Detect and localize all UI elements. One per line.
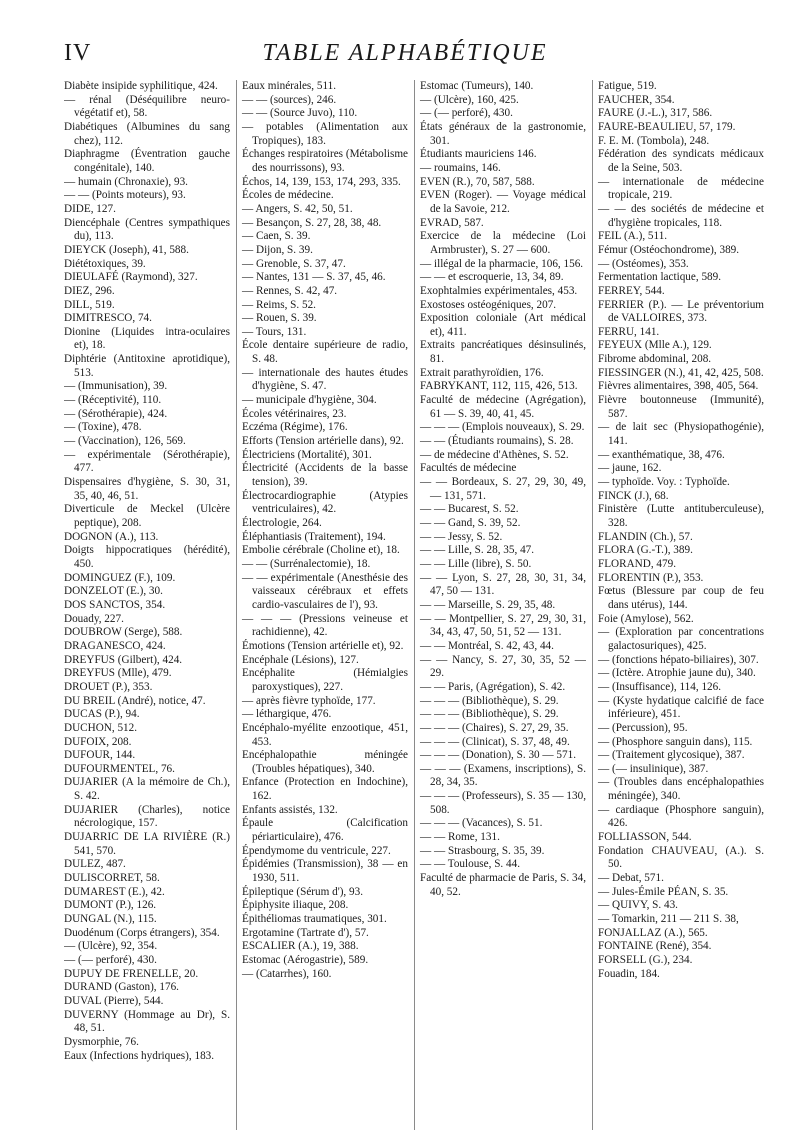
index-entry: FONTAINE (René), 354.: [598, 940, 712, 953]
index-entry: Extraits pancréatiques désinsulinés, 81.: [420, 339, 586, 366]
index-entry: DIMITRESCO, 74.: [64, 312, 152, 325]
index-entry: — Nantes, 131 — S. 37, 45, 46.: [242, 271, 386, 284]
index-entry: Fièvre boutonneuse (Immunité), 587.: [598, 394, 764, 420]
index-entry: — — Paris, (Agrégation), S. 42.: [420, 680, 566, 693]
index-entry: Faculté de médecine (Agrégation), 61 — S. 39, 40, 41, 45.: [420, 394, 586, 420]
index-entry: — expérimentale (Sérothérapie), 477.: [64, 448, 230, 475]
index-entry: DU BREIL (André), notice, 47.: [64, 694, 206, 707]
index-entry: — Reims, S. 52.: [242, 298, 316, 311]
index-entry: — — (Surrénalectomie), 18.: [242, 557, 371, 570]
index-entry: — (Toxine), 478.: [64, 421, 142, 434]
index-entry: — — — (Professeurs), S. 35 — 130, 508.: [420, 790, 586, 816]
index-entry: Dispensaires d'hygiène, S. 30, 31, 35, 40, 46, 51.: [64, 476, 230, 502]
index-entry: Eczéma (Régime), 176.: [242, 421, 348, 434]
index-entry: — — (Étudiants roumains), S. 28.: [420, 435, 574, 448]
index-entry: Eaux minérales, 511.: [242, 80, 337, 92]
index-entry: — — Gand, S. 39, 52.: [420, 517, 521, 529]
index-entry: — — Strasbourg, S. 35, 39.: [420, 844, 545, 857]
index-entry: — internationale de médecine tropicale, 219.: [598, 175, 764, 202]
index-entry: — — — (Bibliothèque), S. 29.: [420, 694, 559, 707]
index-entry: — (fonctions hépato-biliaires), 307.: [598, 653, 759, 666]
index-entry: Fémur (Ostéochondrome), 389.: [598, 243, 740, 256]
index-entry: — roumains, 146.: [420, 161, 501, 174]
index-entry: — (Vaccination), 126, 569.: [64, 435, 186, 448]
index-entry: Ergotamine (Tartrate d'), 57.: [242, 926, 369, 939]
index-entry: Douady, 227.: [64, 612, 124, 625]
index-entry: Diabète insipide syphilitique, 424.: [64, 80, 218, 92]
index-entry: États généraux de la gastronomie, 301.: [420, 120, 586, 147]
index-columns: [64, 80, 764, 1130]
index-entry: — — (Points moteurs), 93.: [64, 189, 186, 202]
index-entry: Encéphale (Lésions), 127.: [242, 653, 359, 666]
index-entry: — Rouen, S. 39.: [242, 312, 317, 325]
index-entry: ESCALIER (A.), 19, 388.: [242, 940, 359, 953]
index-entry: Épiphysite iliaque, 208.: [242, 899, 349, 912]
index-entry: — de lait sec (Physiopathogénie), 141.: [598, 421, 764, 448]
index-entry: DULISCORRET, 58.: [64, 872, 160, 885]
index-entry: Embolie cérébrale (Choline et), 18.: [242, 544, 400, 557]
index-entry: FERRU, 141.: [598, 325, 660, 338]
index-entry: — (Ulcère), 160, 425.: [420, 93, 519, 106]
index-entry: Fondation CHAUVEAU, (A.). S. 50.: [598, 844, 764, 871]
index-entry: — — Marseille, S. 29, 35, 48.: [420, 598, 556, 611]
index-entry: Diencéphale (Centres sympathiques du), 113.: [64, 216, 230, 243]
index-entry: Épileptique (Sérum d'), 93.: [242, 885, 364, 898]
index-entry: — Tomarkin, 211 — 211 S. 38,: [598, 913, 739, 926]
index-entry: — (Réceptivité), 110.: [64, 394, 162, 407]
index-entry: — — (Source Juvo), 110.: [242, 107, 358, 120]
index-entry: — (— insulinique), 387.: [598, 762, 709, 775]
index-entry: Épidémies (Transmission), 38 — en 1930, 511.: [242, 858, 408, 885]
index-entry: Enfants assistés, 132.: [242, 803, 338, 816]
index-entry: Enfance (Protection en Indochine), 162.: [242, 776, 408, 803]
index-entry: Électrologie, 264.: [242, 517, 322, 529]
index-entry: — — Lille (libre), S. 50.: [420, 557, 532, 570]
index-entry: DUVERNY (Hommage au Dr), S. 48, 51.: [64, 1008, 230, 1035]
index-entry: DUCAS (P.), 94.: [64, 708, 140, 721]
index-entry: Encéphalo-myélite enzootique, 451, 453.: [242, 721, 408, 748]
index-entry: — de médecine d'Athènes, S. 52.: [420, 448, 569, 461]
index-entry: — — — (Chaires), S. 27, 29, 35.: [420, 721, 569, 734]
index-entry: Exostoses ostéogéniques, 207.: [420, 298, 557, 311]
index-entry: DUFOIX, 208.: [64, 735, 132, 748]
index-entry: Électriciens (Mortalité), 301.: [242, 448, 372, 461]
index-entry: — — expérimentale (Anesthésie des vaisseaux cérébraux et effets cardio-vasculaires de l'), 93.: [242, 571, 408, 611]
index-entry: FERRIER (P.). — Le préventorium de VALLOIRES, 373.: [598, 298, 764, 325]
index-entry: DUNGAL (N.), 115.: [64, 913, 157, 926]
index-entry: EVRAD, 587.: [420, 216, 484, 229]
index-entry: École dentaire supérieure de radio, S. 48.: [242, 339, 408, 366]
index-entry: Encéphalite (Hémialgies paroxystiques), 227.: [242, 667, 408, 693]
index-entry: — — Lyon, S. 27, 28, 30, 31, 34, 47, 50 — 131.: [420, 571, 586, 598]
index-entry: — — (sources), 246.: [242, 93, 337, 106]
index-entry: — internationale des hautes études d'hygiène, S. 47.: [242, 366, 408, 393]
index-entry: — jaune, 162.: [598, 462, 662, 475]
index-entry: — (— perforé), 430.: [64, 954, 157, 966]
index-entry: Échos, 14, 139, 153, 174, 293, 335.: [242, 175, 401, 188]
index-entry: Dysmorphie, 76.: [64, 1035, 139, 1048]
index-entry: Encéphalopathie méningée (Troubles hépatiques), 340.: [242, 749, 408, 775]
index-entry: — — Bordeaux, S. 27, 29, 30, 49, — 131, 571.: [420, 476, 586, 502]
index-entry: Exposition coloniale (Art médical et), 411.: [420, 312, 586, 338]
index-entry: FLANDIN (Ch.), 57.: [598, 530, 693, 543]
index-entry: — Rennes, S. 42, 47.: [242, 284, 338, 297]
index-entry: DUMONT (P.), 126.: [64, 899, 157, 912]
index-entry: DONZELOT (E.), 30.: [64, 585, 163, 598]
index-entry: DILL, 519.: [64, 298, 115, 311]
index-entry: — — Toulouse, S. 44.: [420, 858, 521, 871]
index-entry: — rénal (Déséquilibre neuro-végétatif et), 58.: [64, 93, 230, 120]
index-entry: DOUBROW (Serge), 588.: [64, 626, 183, 639]
index-entry: Écoles vétérinaires, 23.: [242, 407, 347, 420]
index-entry: — — — (Vacances), S. 51.: [420, 817, 543, 830]
index-entry: EVEN (Roger). — Voyage médical de la Savoie, 212.: [420, 189, 586, 215]
index-entry: Épithéliomas traumatiques, 301.: [242, 913, 387, 926]
index-entry: — (Ulcère), 92, 354.: [64, 940, 158, 953]
index-entry: — — — (Examens, inscriptions), S. 28, 34, 35.: [420, 762, 586, 789]
index-entry: Fœtus (Blessure par coup de feu dans utérus), 144.: [598, 585, 764, 611]
index-entry: — Caen, S. 39.: [242, 230, 311, 243]
index-entry: — (Traitement glycosique), 387.: [598, 749, 745, 762]
index-entry: DUVAL (Pierre), 544.: [64, 994, 164, 1007]
index-entry: DUPUY DE FRENELLE, 20.: [64, 967, 199, 980]
index-entry: — Debat, 571.: [598, 872, 664, 885]
index-entry: DUJARIER (A la mémoire de Ch.), S. 42.: [64, 776, 230, 803]
index-entry: Éléphantiasis (Traitement), 194.: [242, 530, 386, 543]
index-entry: Fermentation lactique, 589.: [598, 271, 722, 284]
index-entry: Diverticule de Meckel (Ulcère peptique), 208.: [64, 503, 230, 529]
index-entry: Échanges respiratoires (Métabolisme des nourrissons), 93.: [242, 148, 408, 174]
index-entry: FLORENTIN (P.), 353.: [598, 571, 704, 584]
index-entry: DREYFUS (Mlle), 479.: [64, 667, 172, 680]
index-entry: — potables (Alimentation aux Tropiques), 183.: [242, 120, 408, 147]
index-entry: Électricité (Accidents de la basse tension), 39.: [242, 462, 408, 489]
index-entry: EVEN (R.), 70, 587, 588.: [420, 175, 535, 188]
index-entry: FAURE-BEAULIEU, 57, 179.: [598, 120, 736, 133]
index-entry: — (— perforé), 430.: [420, 107, 513, 120]
index-column-1: [64, 80, 230, 1130]
index-entry: — — — (Emplois nouveaux), S. 29.: [420, 421, 585, 434]
index-entry: — (Catarrhes), 160.: [242, 967, 332, 980]
index-entry: — après fièvre typhoïde, 177.: [242, 694, 376, 707]
index-entry: Diaphragme (Éventration gauche congénitale), 140.: [64, 148, 230, 174]
index-entry: Écoles de médecine.: [242, 189, 334, 202]
index-entry: Exophtalmies expérimentales, 453.: [420, 284, 578, 297]
index-entry: Efforts (Tension artérielle dans), 92.: [242, 435, 404, 448]
index-entry: Diphtérie (Antitoxine aprotidique), 513.: [64, 353, 230, 379]
index-entry: FLORA (G.-T.), 389.: [598, 544, 693, 557]
index-entry: FAURE (J.-L.), 317, 586.: [598, 107, 713, 120]
index-entry: — humain (Chronaxie), 93.: [64, 175, 188, 188]
index-entry: DUJARRIC DE LA RIVIÈRE (R.) 541, 570.: [64, 831, 230, 857]
index-entry: Estomac (Aérogastrie), 589.: [242, 954, 369, 966]
index-entry: FEYEUX (Mlle A.), 129.: [598, 339, 712, 352]
index-entry: Émotions (Tension artérielle et), 92.: [242, 639, 404, 652]
index-column-4: [592, 80, 764, 1130]
index-entry: — exanthématique, 38, 476.: [598, 448, 725, 461]
index-entry: — (Troubles dans encéphalopathies méningée), 340.: [598, 776, 764, 803]
index-entry: Finistère (Lutte antituberculeuse), 328.: [598, 503, 764, 529]
index-entry: FONJALLAZ (A.), 565.: [598, 926, 708, 939]
index-column-2: [236, 80, 408, 1130]
index-entry: Électrocardiographie (Atypies ventriculaires), 42.: [242, 489, 408, 516]
index-entry: FORSELL (G.), 234.: [598, 954, 693, 966]
index-entry: FIESSINGER (N.), 41, 42, 425, 508.: [598, 366, 764, 379]
index-entry: — (Sérothérapie), 424.: [64, 407, 168, 420]
index-entry: FAUCHER, 354.: [598, 93, 675, 106]
index-entry: — — — (Clinicat), S. 37, 48, 49.: [420, 735, 570, 748]
index-entry: FABRYKANT, 112, 115, 426, 513.: [420, 380, 578, 393]
index-entry: Faculté de pharmacie de Paris, S. 34, 40, 52.: [420, 872, 586, 898]
page-header: [60, 40, 750, 72]
index-entry: Dionine (Liquides intra-oculaires et), 18.: [64, 325, 230, 352]
index-entry: FEIL (A.), 511.: [598, 230, 668, 243]
index-entry: DUCHON, 512.: [64, 721, 138, 734]
index-entry: — Jules-Émile PÉAN, S. 35.: [598, 885, 729, 898]
index-entry: — typhoïde. Voy. : Typhoïde.: [598, 476, 730, 489]
index-entry: — — — (Bibliothèque), S. 29.: [420, 708, 559, 721]
index-entry: — — Montréal, S. 42, 43, 44.: [420, 639, 554, 652]
index-entry: — (Phosphore sanguin dans), 115.: [598, 735, 753, 748]
index-entry: DIEZ, 296.: [64, 284, 115, 297]
index-entry: Fouadin, 184.: [598, 967, 660, 980]
index-entry: Exercice de la médecine (Loi Armbruster), S. 27 — 600.: [420, 230, 586, 256]
index-entry: Duodénum (Corps étrangers), 354.: [64, 926, 220, 939]
index-entry: DRAGANESCO, 424.: [64, 639, 166, 652]
index-entry: — — des sociétés de médecine et d'hygiène tropicales, 118.: [598, 202, 764, 229]
index-entry: — Tours, 131.: [242, 325, 307, 338]
index-entry: FINCK (J.), 68.: [598, 489, 669, 502]
index-entry: Estomac (Tumeurs), 140.: [420, 80, 534, 92]
index-entry: — — Jessy, S. 52.: [420, 530, 503, 543]
index-entry: DUFOURMENTEL, 76.: [64, 762, 175, 775]
index-entry: — — Nancy, S. 27, 30, 35, 52 — 29.: [420, 653, 586, 680]
index-entry: DULEZ, 487.: [64, 858, 126, 871]
index-entry: Eaux (Infections hydriques), 183.: [64, 1049, 215, 1062]
index-entry: DIEULAFÉ (Raymond), 327.: [64, 271, 198, 284]
index-entry: Étudiants mauriciens 146.: [420, 148, 537, 161]
index-entry: — Besançon, S. 27, 28, 38, 48.: [242, 216, 382, 229]
index-entry: Fédération des syndicats médicaux de la Seine, 503.: [598, 148, 764, 174]
index-entry: Fatigue, 519.: [598, 80, 657, 92]
index-entry: F. E. M. (Tombola), 248.: [598, 134, 710, 147]
index-entry: — — — (Donation), S. 30 — 571.: [420, 749, 576, 762]
page-title: TABLE ALPHABÉTIQUE: [262, 40, 548, 66]
index-entry: Diététoxiques, 39.: [64, 257, 146, 270]
index-entry: DIEYCK (Joseph), 41, 588.: [64, 243, 189, 256]
index-entry: — (Kyste hydatique calcifié de face inférieure), 451.: [598, 694, 764, 721]
index-entry: DREYFUS (Gilbert), 424.: [64, 653, 183, 666]
index-entry: FOLLIASSON, 544.: [598, 831, 692, 844]
index-entry: — (Immunisation), 39.: [64, 380, 168, 393]
index-entry: Fièvres alimentaires, 398, 405, 564.: [598, 380, 759, 393]
index-entry: — QUIVY, S. 43.: [598, 899, 678, 912]
index-entry: DOMINGUEZ (F.), 109.: [64, 571, 176, 584]
index-entry: DUJARIER (Charles), notice nécrologique, 157.: [64, 803, 230, 830]
index-entry: — municipale d'hygiène, 304.: [242, 394, 377, 407]
index-entry: Doigts hippocratiques (hérédité), 450.: [64, 544, 230, 570]
index-entry: — cardiaque (Phosphore sanguin), 426.: [598, 803, 764, 830]
index-entry: Foie (Amylose), 562.: [598, 612, 694, 625]
index-entry: — — et escroquerie, 13, 34, 89.: [420, 271, 564, 284]
index-entry: — Dijon, S. 39.: [242, 243, 313, 256]
index-column-3: [414, 80, 586, 1130]
index-entry: — Grenoble, S. 37, 47.: [242, 257, 346, 270]
index-entry: Diabétiques (Albumines du sang chez), 112.: [64, 120, 230, 147]
index-entry: DUFOUR, 144.: [64, 749, 136, 762]
index-entry: — — Lille, S. 28, 35, 47.: [420, 544, 535, 557]
page-number: IV: [64, 40, 92, 66]
index-entry: DURAND (Gaston), 176.: [64, 981, 179, 994]
index-entry: DUMAREST (E.), 42.: [64, 885, 165, 898]
index-entry: — — — (Pressions veineuse et rachidienne), 42.: [242, 612, 408, 639]
index-entry: — — Bucarest, S. 52.: [420, 503, 519, 516]
index-entry: FLORAND, 479.: [598, 557, 677, 570]
index-entry: — illégal de la pharmacie, 106, 156.: [420, 257, 584, 270]
index-entry: Facultés de médecine: [420, 462, 517, 475]
index-entry: FERREY, 544.: [598, 284, 665, 297]
index-entry: — (Exploration par concentrations galactosuriques), 425.: [598, 626, 764, 652]
index-entry: DROUET (P.), 353.: [64, 680, 153, 693]
index-entry: — Angers, S. 42, 50, 51.: [242, 202, 353, 215]
index-entry: — — Rome, 131.: [420, 831, 500, 844]
index-entry: Épaule (Calcification périarticulaire), 476.: [242, 817, 408, 844]
index-entry: — (Insuffisance), 114, 126.: [598, 680, 722, 693]
index-entry: — léthargique, 476.: [242, 708, 332, 721]
index-entry: Extrait parathyroïdien, 176.: [420, 366, 544, 379]
index-entry: DOS SANCTOS, 354.: [64, 598, 166, 611]
index-entry: — (Ostéomes), 353.: [598, 257, 689, 270]
index-entry: — (Percussion), 95.: [598, 721, 688, 734]
index-entry: — — Montpellier, S. 27, 29, 30, 31, 34, 43, 47, 50, 51, 52 — 131.: [420, 612, 586, 639]
index-entry: Fibrome abdominal, 208.: [598, 353, 712, 366]
index-entry: Épendymome du ventricule, 227.: [242, 844, 391, 857]
index-entry: — (Ictère. Atrophie jaune du), 340.: [598, 667, 756, 680]
index-entry: DOGNON (A.), 113.: [64, 530, 159, 543]
index-entry: DIDE, 127.: [64, 202, 116, 215]
